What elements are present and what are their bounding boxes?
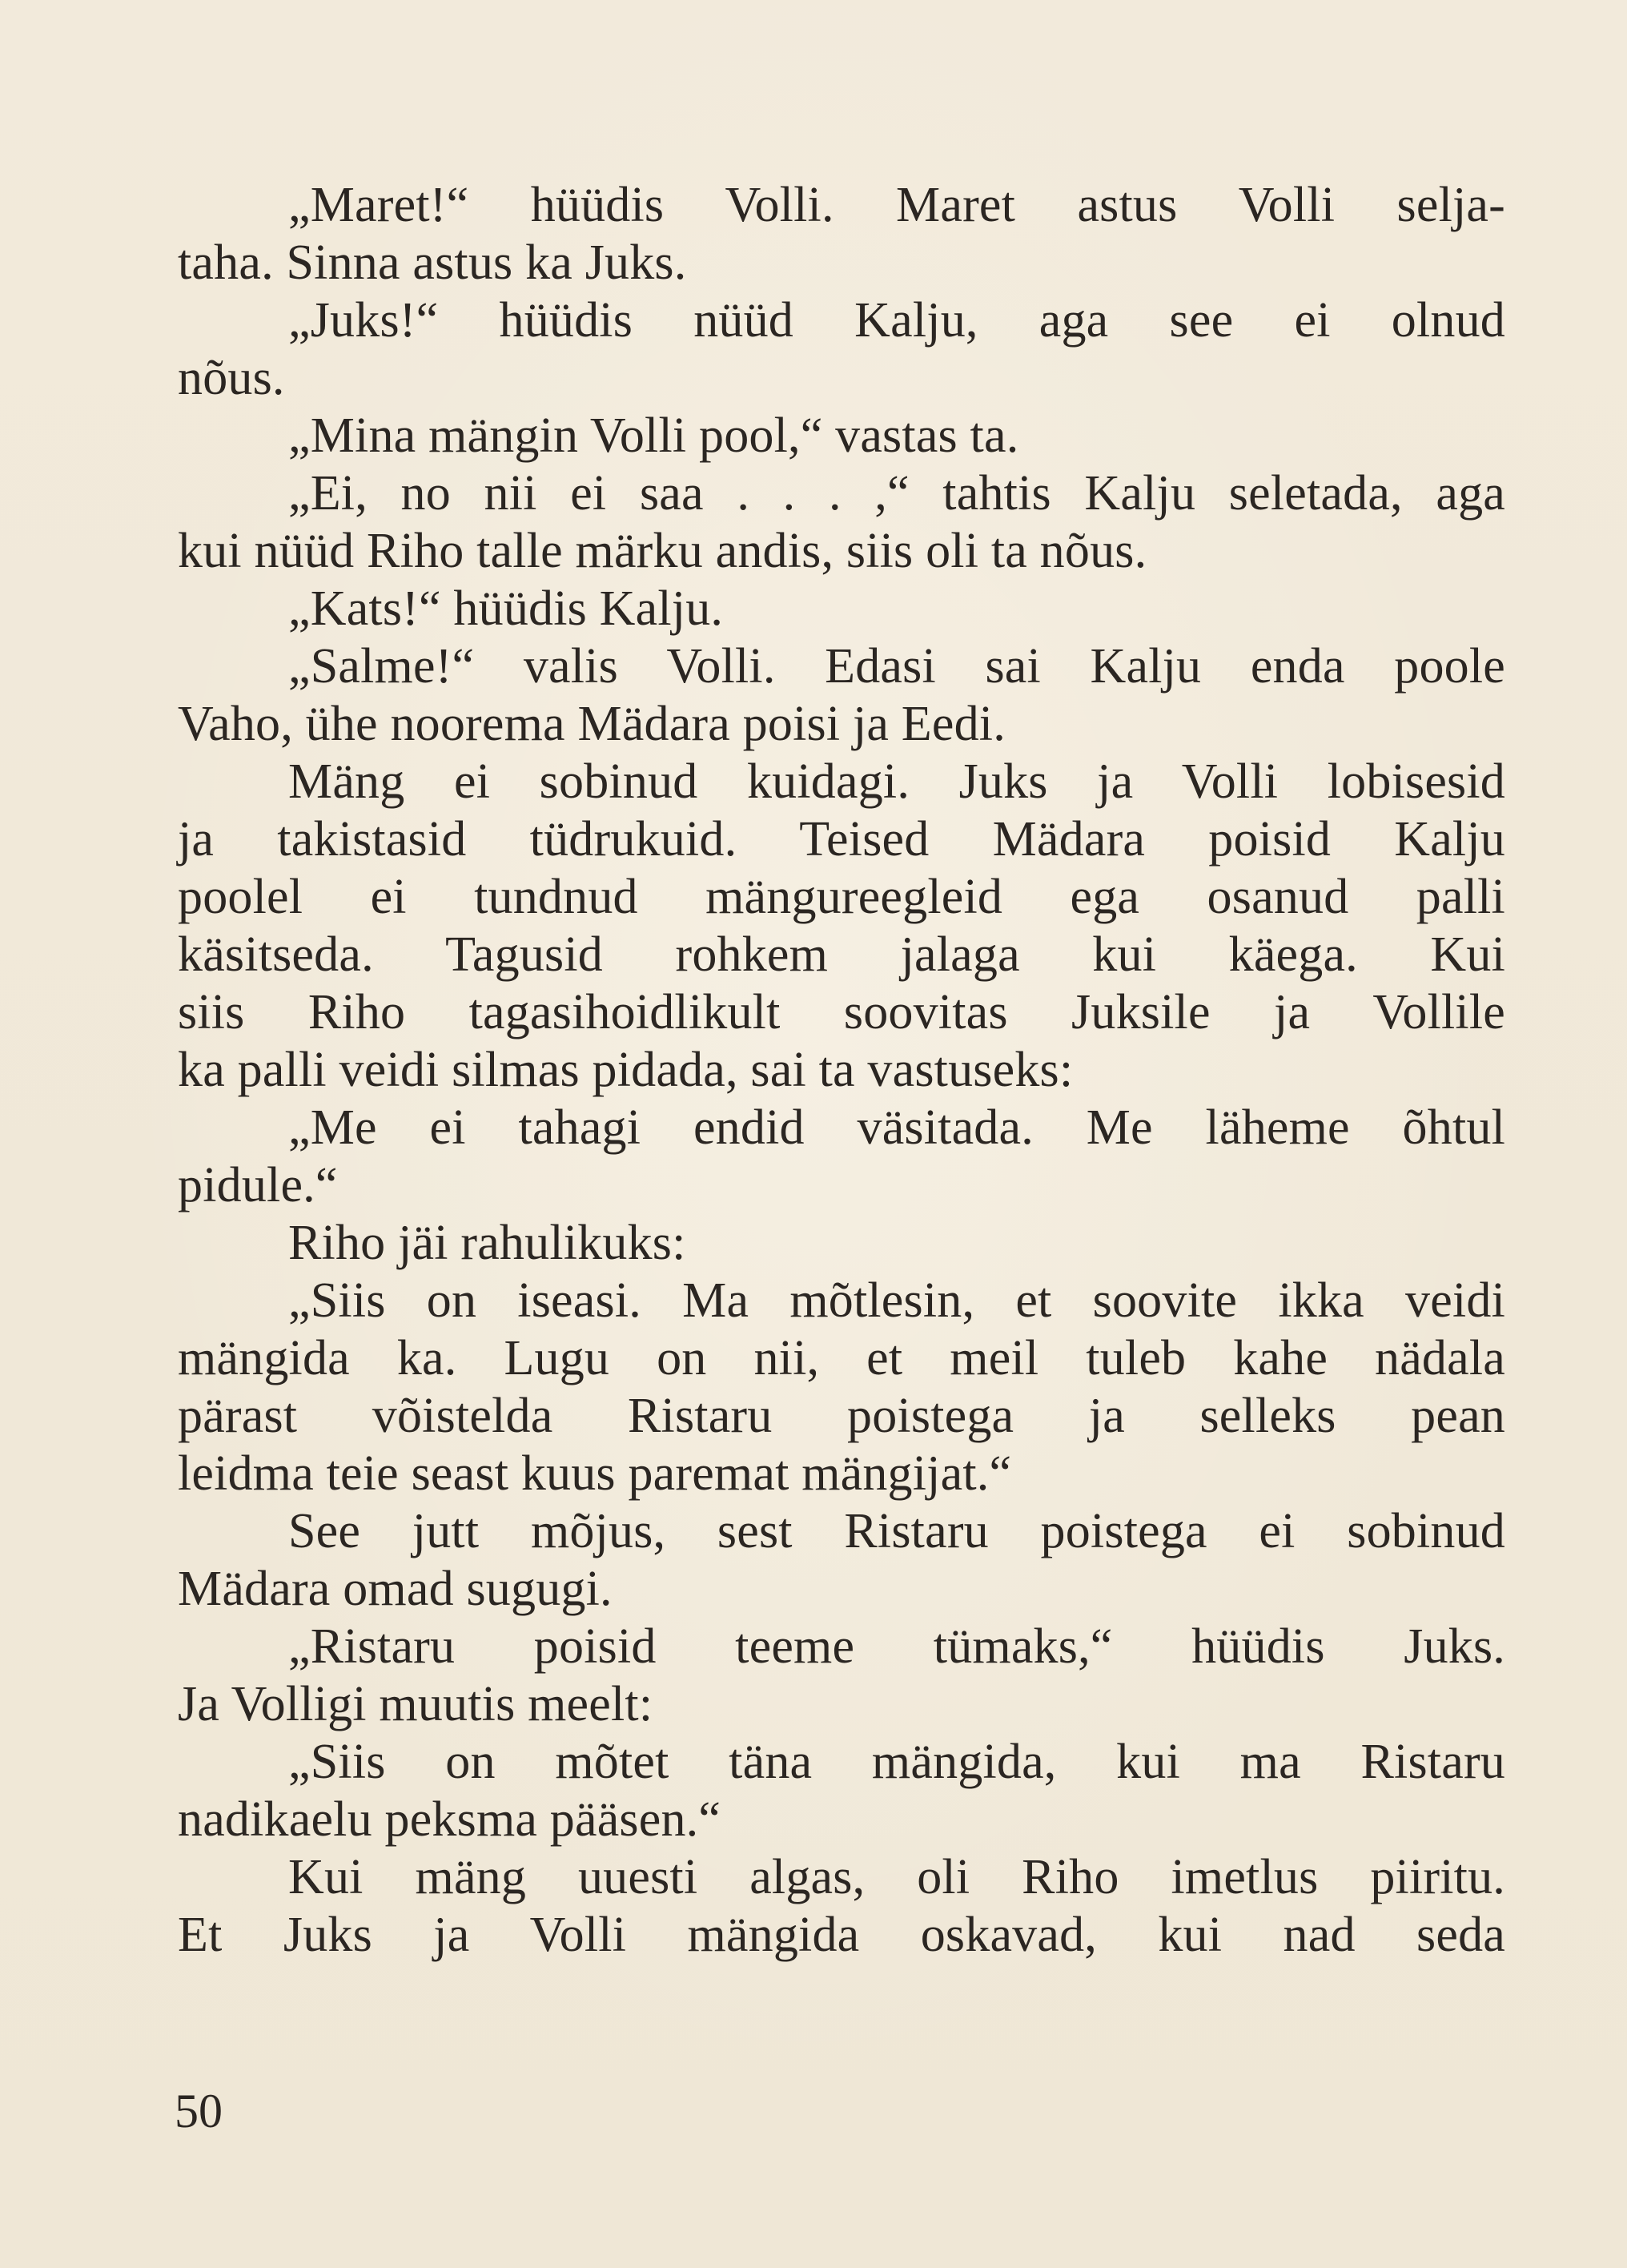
text-line: „Ei, no nii ei saa . . . ,“ tahtis Kalju seletada, aga xyxy=(288,466,1505,521)
text-line: nõus. xyxy=(178,351,285,405)
page-number: 50 xyxy=(175,2085,223,2137)
body-text xyxy=(178,176,1505,1964)
text-line: Vaho, ühe noorema Mädara poisi ja Eedi. xyxy=(178,697,1006,751)
text-line: „Juks!“ hüüdis nüüd Kalju, aga see ei olnud xyxy=(288,293,1505,348)
text-line: „Ristaru poisid teeme tümaks,“ hüüdis Juks. xyxy=(288,1619,1505,1674)
text-line: „Siis on mõtet täna mängida, kui ma Ristaru xyxy=(288,1735,1505,1789)
text-line: Et Juks ja Volli mängida oskavad, kui nad seda xyxy=(178,1908,1505,1962)
text-line: kui nüüd Riho talle märku andis, siis oli ta nõus. xyxy=(178,524,1147,578)
text-line: „Kats!“ hüüdis Kalju. xyxy=(288,581,724,636)
text-line: Ja Volligi muutis meelt: xyxy=(178,1677,653,1731)
text-line: pärast võistelda Ristaru poistega ja selleks pean xyxy=(178,1389,1505,1443)
text-line: Riho jäi rahulikuks: xyxy=(288,1216,686,1270)
text-line: nadikaelu peksma pääsen.“ xyxy=(178,1792,721,1847)
text-line: „Me ei tahagi endid väsitada. Me läheme õhtul xyxy=(288,1100,1505,1155)
text-line: See jutt mõjus, sest Ristaru poistega ei sobinud xyxy=(288,1504,1505,1558)
text-line: „Mina mängin Volli pool,“ vastas ta. xyxy=(288,408,1019,463)
text-line: Mädara omad sugugi. xyxy=(178,1562,613,1616)
text-line: taha. Sinna astus ka Juks. xyxy=(178,235,687,290)
text-line: käsitseda. Tagusid rohkem jalaga kui käega. Kui xyxy=(178,927,1505,982)
text-line: ka palli veidi silmas pidada, sai ta vastuseks: xyxy=(178,1043,1074,1097)
text-line: leidma teie seast kuus paremat mängijat.“ xyxy=(178,1446,1012,1501)
text-line: pidule.“ xyxy=(178,1158,338,1212)
text-line: ja takistasid tüdrukuid. Teised Mädara poisid Kalju xyxy=(178,812,1505,867)
text-line: „Salme!“ valis Volli. Edasi sai Kalju enda poole xyxy=(288,639,1505,694)
text-line: poolel ei tundnud mängureegleid ega osanud palli xyxy=(178,870,1505,924)
text-line: „Maret!“ hüüdis Volli. Maret astus Volli selja- xyxy=(288,178,1505,232)
text-line: siis Riho tagasihoidlikult soovitas Juksile ja Vollile xyxy=(178,985,1505,1040)
text-line: mängida ka. Lugu on nii, et meil tuleb kahe nädala xyxy=(178,1331,1505,1385)
text-line: Kui mäng uuesti algas, oli Riho imetlus piiritu. xyxy=(288,1850,1505,1904)
text-line: „Siis on iseasi. Ma mõtlesin, et soovite ikka veidi xyxy=(288,1273,1505,1328)
text-line: Mäng ei sobinud kuidagi. Juks ja Volli lobisesid xyxy=(288,754,1505,809)
